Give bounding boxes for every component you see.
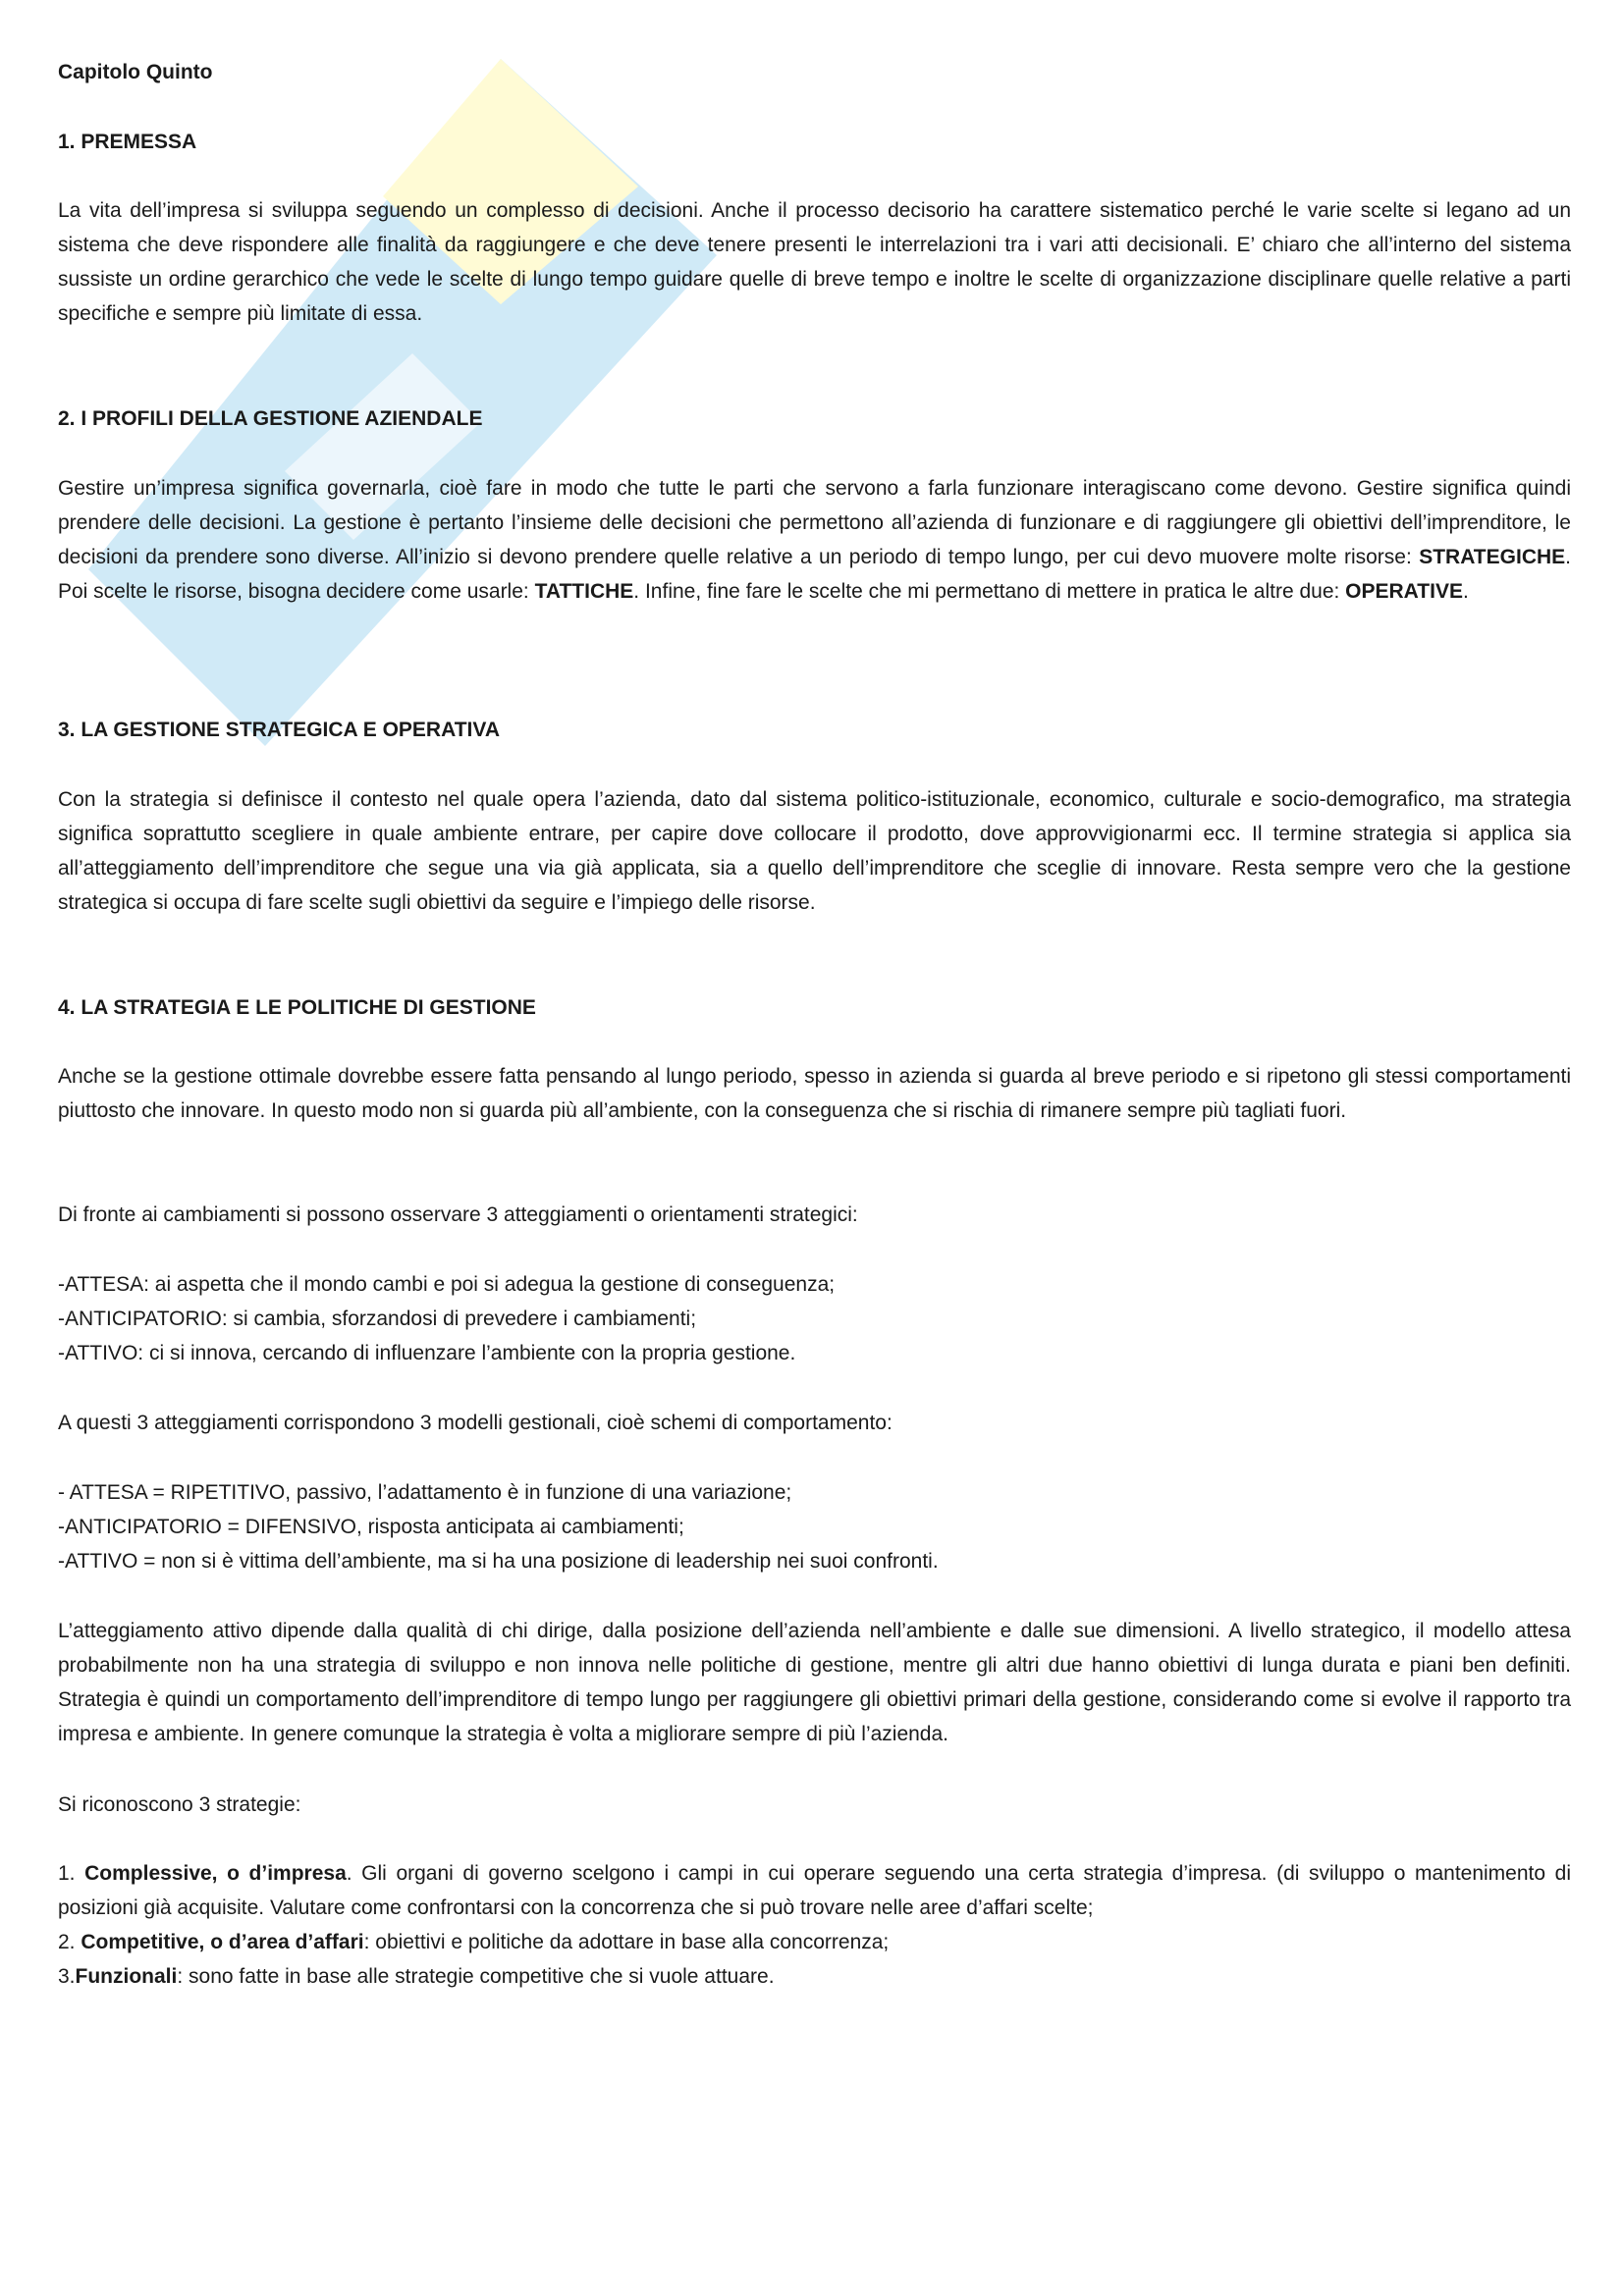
section-2-text-c: . Poi scelte le risorse, bisogna decidere come usarle: [58, 546, 1571, 603]
term-tattiche: TATTICHE [534, 580, 634, 603]
section-1-paragraph: La vita dell’impresa si sviluppa seguendo un complesso di decisioni. Anche il processo decisorio ha carattere sistematico perché le varie scelte si legano ad un sistema che deve rispondere alle finalità da raggiungere e che deve tenere presenti le interrelazioni tra i vari atti decisionali. E’ chiaro che all’interno del sistema sussiste un ordine gerarchico che vede le scelte di lungo tempo guidare quelle di breve tempo e inoltre le scelte di organizzazione disciplinare quelle relative a parti specifiche e sempre più limitate di essa. [58, 199, 1571, 325]
section-3-paragraph: Con la strategia si definisce il contesto nel quale opera l’azienda, dato dal sistema politico-istituzionale, economico, culturale e socio-demografico, ma strategia significa soprattutto scegliere in quale ambiente entrare, per capire dove collocare il prodotto, dove approvvigionarmi ecc. Il termine strategia si applica sia all’atteggiamento dell’imprenditore che segue una via già applicata, sia a quello dell’imprenditore che sceglie di innovare. Resta sempre vero che la gestione strategica si occupa di fare scelte sugli obiettivi da seguire e l’impiego delle risorse. [58, 788, 1571, 914]
section-4-heading: 4. LA STRATEGIA E LE POLITICHE DI GESTIONE [58, 996, 536, 1019]
strategy-2-title: Competitive, o d’area d’affari [81, 1931, 364, 1953]
chapter-title: Capitolo Quinto [58, 61, 213, 83]
strategy-item-1: 1. Complessive, o d’impresa. Gli organi di governo scelgono i campi in cui operare seguendo una certa strategia d’impresa. (di sviluppo o mantenimento di posizioni già acquisite. Valutare come confrontarsi con la concorrenza che si può trovare nelle aree d’affari scelte; [58, 1862, 1571, 1919]
strategy-1-title: Complessive, o d’impresa [84, 1862, 347, 1885]
list-item: -ANTICIPATORIO = DIFENSIVO, risposta anticipata ai cambiamenti; [58, 1516, 684, 1538]
section-4-paragraph-4: L’atteggiamento attivo dipende dalla qualità di chi dirige, dalla posizione dell’azienda nell’ambiente e dalle sue dimensioni. A livello strategico, il modello attesa probabilmente non ha una strategia di sviluppo e non innova nelle politiche di gestione, mentre gli altri due hanno obiettivi di lunga durata e piani ben definiti. Strategia è quindi un comportamento dell’imprenditore di tempo lungo per raggiungere gli obiettivi primari della gestione, considerando come si evolve il rapporto tra impresa e ambiente. In genere comunque la strategia è volta a migliorare sempre di più l’azienda. [58, 1620, 1571, 1745]
section-4-paragraph-2: Di fronte ai cambiamenti si possono osservare 3 atteggiamenti o orientamenti strategici: [58, 1203, 858, 1226]
list-item: -ATTIVO: ci si innova, cercando di influenzare l’ambiente con la propria gestione. [58, 1342, 796, 1364]
term-strategiche: STRATEGICHE [1419, 546, 1566, 568]
list-item: - ATTESA = RIPETITIVO, passivo, l’adattamento è in funzione di una variazione; [58, 1481, 792, 1504]
section-4-paragraph-5: Si riconoscono 3 strategie: [58, 1793, 301, 1816]
models-list [58, 1475, 939, 1578]
list-item: -ANTICIPATORIO: si cambia, sforzandosi di prevedere i cambiamenti; [58, 1308, 697, 1330]
section-1-heading: 1. PREMESSA [58, 131, 197, 153]
attitudes-list [58, 1267, 835, 1370]
strategy-item-3: 3.Funzionali: sono fatte in base alle strategie competitive che si vuole attuare. [58, 1965, 775, 1988]
strategy-3-title: Funzionali [75, 1965, 178, 1988]
section-2-text-d: . Infine, fine fare le scelte che mi permettano di mettere in pratica le altre due: [633, 580, 1346, 603]
section-2-text-a: Gestire un’impresa significa governarla, cioè fare in modo che tutte le parti che servono a farla funzionare interagiscano come devono. Gestire significa quindi prendere delle decisioni. La gestione è pertanto l’insieme delle decisioni che permettono all’azienda di funzionare e di raggiungere gli obiettivi dell’imprenditore, le decisioni da prendere sono diverse. All’inizio si devono prendere quelle relative a un periodo di tempo lungo, per cui devo muovere molte risorse: [58, 477, 1571, 568]
section-4-paragraph-1: Anche se la gestione ottimale dovrebbe essere fatta pensando al lungo periodo, spesso in azienda si guarda al breve periodo e si ripetono gli stessi comportamenti piuttosto che innovare. In questo modo non si guarda più all’ambiente, con la conseguenza che si rischia di rimanere sempre più tagliati fuori. [58, 1065, 1571, 1122]
list-item: -ATTESA: ai aspetta che il mondo cambi e poi si adegua la gestione di conseguenza; [58, 1273, 836, 1296]
section-4-paragraph-3: A questi 3 atteggiamenti corrispondono 3 modelli gestionali, cioè schemi di comportamento: [58, 1412, 893, 1434]
section-2-paragraph [58, 471, 1571, 609]
section-3-heading: 3. LA GESTIONE STRATEGICA E OPERATIVA [58, 719, 500, 741]
list-item: -ATTIVO = non si è vittima dell’ambiente, ma si ha una posizione di leadership nei suoi confronti. [58, 1550, 939, 1573]
section-2-text-e: . [1462, 580, 1469, 603]
strategy-item-2: 2. Competitive, o d’area d’affari: obiettivi e politiche da adottare in base alla concorrenza; [58, 1931, 890, 1953]
term-operative: OPERATIVE [1345, 580, 1463, 603]
strategies-list [58, 1856, 1571, 1994]
section-2-heading: 2. I PROFILI DELLA GESTIONE AZIENDALE [58, 407, 483, 430]
